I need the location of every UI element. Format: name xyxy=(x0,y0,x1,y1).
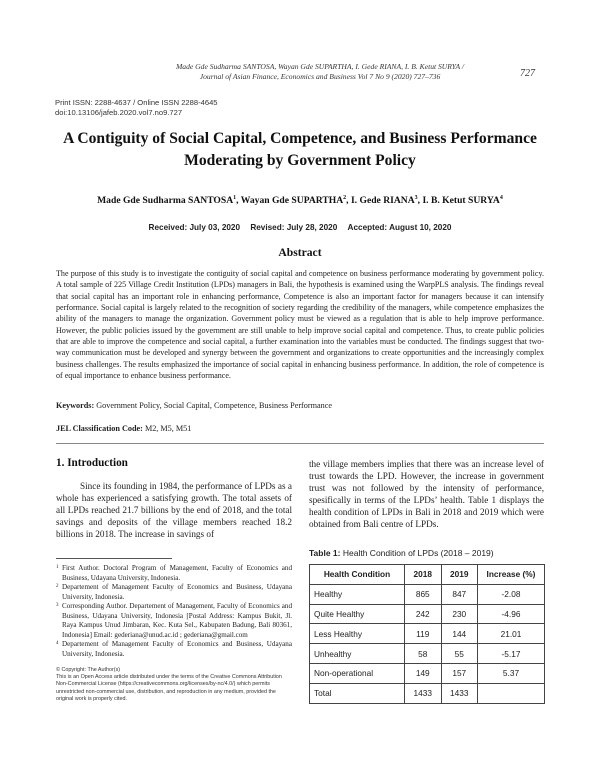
running-head-authors: Made Gde Sudharma SANTOSA, Wayan Gde SUPARTHA, I. Gede RIANA, I. B. Ketut SURYA / xyxy=(175,62,464,71)
jel-label: JEL Classification Code: xyxy=(56,424,143,433)
introduction-heading: 1. Introduction xyxy=(56,457,128,469)
author-affiliation-mark: 1 xyxy=(233,195,237,201)
jel-value: M2, M5, M51 xyxy=(144,424,192,433)
column-header: Increase (%) xyxy=(478,565,545,585)
author-name: I. B. Ketut SURYA xyxy=(422,195,500,207)
footnote xyxy=(56,564,292,583)
table-cell: -2.08 xyxy=(478,584,545,604)
table-cell: Healthy xyxy=(310,584,405,604)
jel-line xyxy=(56,424,544,433)
table-cell: 55 xyxy=(441,644,478,664)
table-row xyxy=(310,644,545,664)
footnote-number: 1 xyxy=(56,565,59,570)
table-row xyxy=(310,683,545,703)
doi-line: doi:10.13106/jafeb.2020.vol7.no9.727 xyxy=(55,108,183,117)
table-row xyxy=(310,663,545,683)
section-divider xyxy=(56,443,544,444)
accepted-date: Accepted: August 10, 2020 xyxy=(347,223,452,232)
page-number: 727 xyxy=(520,68,535,79)
footnote-number: 4 xyxy=(56,641,59,646)
table-cell: 21.01 xyxy=(478,624,545,644)
author-affiliation-mark: 2 xyxy=(343,195,347,201)
footnote-text: Departement of Management Faculty of Economics and Business, Udayana University, Indonesia. xyxy=(62,640,292,658)
author-affiliation-mark: 3 xyxy=(414,195,418,201)
author-list xyxy=(40,195,560,206)
footnote-text: First Author. Doctoral Program of Management, Faculty of Economics and Business, Udayana University, Indonesia. xyxy=(62,564,292,582)
table-cell: Quite Healthy xyxy=(310,604,405,624)
footnotes xyxy=(56,564,292,659)
author-separator: , xyxy=(346,195,351,207)
title-line-2: Moderating by Government Policy xyxy=(184,152,416,169)
table-row xyxy=(310,584,545,604)
author-name: Wayan Gde SUPARTHA xyxy=(240,195,344,207)
author-separator: , xyxy=(417,195,423,207)
abstract-heading: Abstract xyxy=(278,246,322,259)
received-date: Received: July 03, 2020 xyxy=(148,223,241,232)
copyright-line: © Copyright: The Author(s) xyxy=(56,667,121,673)
author-name: Made Gde Sudharma SANTOSA xyxy=(97,195,234,207)
table-caption-text: Health Condition of LPDs (2018 – 2019) xyxy=(342,548,494,558)
running-head-journal: Journal of Asian Finance, Economics and Business Vol 7 No 9 (2020) 727–736 xyxy=(199,72,441,81)
table-cell: 242 xyxy=(405,604,442,624)
table-cell: 119 xyxy=(405,624,442,644)
table-cell: Total xyxy=(310,683,405,703)
copyright-notice xyxy=(56,667,292,703)
table-cell: -4.96 xyxy=(478,604,545,624)
table-cell: Unhealthy xyxy=(310,644,405,664)
table-caption-label: Table 1: xyxy=(309,548,341,558)
footnote-number: 2 xyxy=(56,584,59,589)
column-header: 2019 xyxy=(441,565,478,585)
abstract-text: The purpose of this study is to investigate the contiguity of social capital and competence on business performance moderating by government policy. A total sample of 225 Village Credit Institution (LPDs) managers in Bali, the hypothesis is examined using the WarpPLS analysis. The findings reveal that social capital has an important role in enhancing performance, Competence is also an important factor for managers because it can intensify performance. Social capital is largely related to the recognition of society regarding the credibility of the managers, while competence emphasizes the ability of the managers to manage the organization. Government policy must be viewed as a regulation that is able to help improve performance. However, the public policies issued by the government are still unable to help improve social capital and competence. Thus, to create public policies that are able to improve the competence and social capital, a further examination into the variables must be conducted. The findings suggest that two-way communication must be developed and synergy between the government and organizations to create opportunities and the increasingly complex business challenges. The results emphasized the importance of social capital in enhancing business performance. In addition, the role of competence is of equal importance to enhance business performance. xyxy=(56,269,544,381)
table-cell: 230 xyxy=(441,604,478,624)
keywords-value: Government Policy, Social Capital, Competence, Business Performance xyxy=(96,401,332,410)
issn-block xyxy=(55,98,218,118)
footnote xyxy=(56,640,292,659)
footnote-text: Departement of Management Faculty of Economics and Business, Udayana University, Indonesia. xyxy=(62,583,292,601)
keywords-line xyxy=(56,401,544,410)
table-cell xyxy=(478,683,545,703)
table-row xyxy=(310,604,545,624)
health-condition-table xyxy=(309,564,545,704)
footnote-number: 3 xyxy=(56,603,59,608)
footnote xyxy=(56,583,292,602)
author-affiliation-mark: 4 xyxy=(499,195,503,201)
table-cell: 58 xyxy=(405,644,442,664)
table-cell: 1433 xyxy=(405,683,442,703)
footnote xyxy=(56,602,292,640)
keywords-label: Keywords: xyxy=(56,401,95,410)
title-line-1: A Contiguity of Social Capital, Competence, and Business Performance xyxy=(63,130,537,147)
table-row xyxy=(310,624,545,644)
table-cell: 149 xyxy=(405,663,442,683)
table-cell: 157 xyxy=(441,663,478,683)
introduction-paragraph-right: the village members implies that there was an increase level of trust towards the LPD. However, the increase in government trust was not followed by the intensity of performance, spesifically in terms of the LPDs’ health. Table 1 displays the health condition of LPDs in Bali in 2018 and 2019 which were obtained from Bali centre of LPDs. xyxy=(309,459,544,529)
table-cell: 865 xyxy=(405,584,442,604)
footnote-divider xyxy=(56,558,172,559)
table-cell: 5.37 xyxy=(478,663,545,683)
author-separator: , xyxy=(236,195,241,207)
submission-dates xyxy=(40,223,560,232)
paper-title xyxy=(40,128,560,172)
table-caption xyxy=(309,548,494,558)
table-cell: 1433 xyxy=(441,683,478,703)
table-cell: Less Healthy xyxy=(310,624,405,644)
column-header: Health Condition xyxy=(310,565,405,585)
author-name: I. Gede RIANA xyxy=(350,195,415,207)
table-header-row xyxy=(310,565,545,585)
revised-date: Revised: July 28, 2020 xyxy=(250,223,338,232)
table-cell: -5.17 xyxy=(478,644,545,664)
table-cell: 847 xyxy=(441,584,478,604)
issn-line: Print ISSN: 2288-4637 / Online ISSN 2288-4645 xyxy=(55,98,218,107)
running-head xyxy=(120,62,520,82)
table-cell: 144 xyxy=(441,624,478,644)
footnote-text: Corresponding Author. Departement of Management, Faculty of Economics and Business, Udayana University, Indonesia [Postal Address: Kampus Bukit, Jl. Raya Kampus Unud Jimbaran, Kec. Kuta Sel., Kabupaten Badung, Bali 80361, Indonesia] Email: gederiana@unud.ac.id ; gederiana@gmail.com xyxy=(62,602,292,639)
table-cell: Non-operational xyxy=(310,663,405,683)
column-header: 2018 xyxy=(405,565,442,585)
license-text: This is an Open Access article distributed under the terms of the Creative Commons Attribution Non-Commercial License (https://creativecommons.org/licenses/by-nc/4.0/) which permits unrestricted non-commercial use, distribution, and reproduction in any medium, provided the original work is properly cited. xyxy=(56,674,282,702)
introduction-paragraph-left: Since its founding in 1984, the performance of LPDs as a whole has experienced a satisfying growth. The total assets of all LPDs reached 21.7 billions by the end of 2018, and the total savings and deposits of the village members reached 18.2 billions in 2018. The increase in savings of xyxy=(56,481,292,539)
